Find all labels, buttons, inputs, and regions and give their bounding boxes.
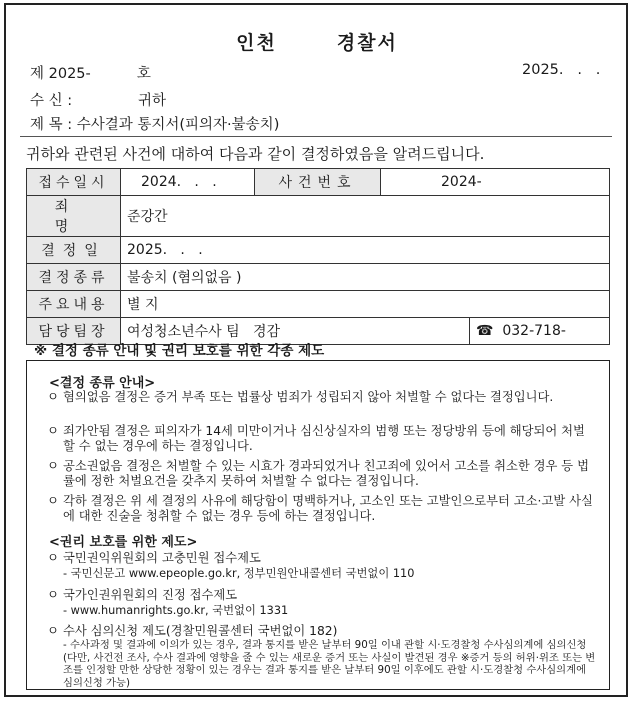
main-content-label: 주요내용 [27, 291, 121, 318]
guide-box [26, 360, 610, 690]
rights-item-detail: - 수사과정 및 결과에 이의가 있는 경우, 결과 통지를 받은 날부터 90일 이내 관할 시·도경찰청 수사심의계에 심의신청 (다만, 사건전 조사, 수사 결과에 영향을 줄 수 있는 새로운 증거 또는 사실이 발견된 경우 ※증거 등의 허위·위조 또는 변조를 인정할 만한 상당한 정황이 있는 경우는 결과 통지를 받은 날부터 90일 이후에도 관할 시·도경찰청 수사심의계에 심의신청 가능) [63, 639, 596, 689]
charge-value: 준강간 [121, 196, 610, 237]
list-item: ㅇ 국민권익위원회의 고충민원 접수제도 [47, 551, 261, 565]
document-number: 제 2025- 호 [30, 66, 151, 82]
receipt-date-value: 2024. . . [121, 169, 255, 196]
title-station-city: 인천 [236, 32, 277, 54]
document-date: 2025. . . [522, 62, 601, 78]
list-item: ㅇ 국가인권위원회의 진정 접수제도 [47, 588, 238, 602]
list-item: ㅇ 공소권없음 결정은 처벌할 수 있는 시효가 경과되었거나 친고죄에 있어서 고소를 취소한 경우 등 법률에 정한 처벌요건을 갖추지 못하여 처벌할 수 없다는 결정입니다. [47, 459, 589, 488]
list-item: ㅇ 수사 심의신청 제도(경찰민원콜센터 국번없이 182) [47, 624, 338, 638]
officer-value: 여성청소년수사 팀 경감 [121, 318, 470, 345]
phone-icon: ☎ [476, 323, 494, 339]
decision-guide-heading: <결정 종류 안내> [49, 376, 156, 391]
list-item: ㅇ 죄가안됨 결정은 피의자가 14세 미만이거나 심신상실자의 범행 또는 정당방위 등에 해당되어 처벌할 수 없는 경우에 하는 결정입니다. [47, 424, 585, 453]
case-number-value: 2024- [381, 169, 610, 196]
charge-label: 죄 명 [27, 196, 121, 237]
rights-item-detail: - www.humanrights.go.kr, 국번없이 1331 [63, 604, 289, 617]
officer-label: 담당팀장 [27, 318, 121, 345]
case-number-label: 사건번호 [255, 169, 381, 196]
list-item: ㅇ 혐의없음 결정은 증거 부족 또는 법률상 범죄가 성립되지 않아 처벌할 수 없다는 결정입니다. [47, 390, 554, 404]
table-row [27, 291, 610, 318]
decision-type-label: 결정종류 [27, 264, 121, 291]
phone-value: 032-718- [502, 323, 566, 339]
rights-heading: <권리 보호를 위한 제도> [49, 535, 198, 550]
page-title [0, 28, 634, 55]
title-station-name: 경찰서 [336, 32, 398, 54]
decision-date-label: 결정일 [27, 237, 121, 264]
header-divider [20, 136, 612, 137]
case-info-table [26, 168, 610, 345]
recipient-value: 귀하 [138, 93, 167, 109]
decision-type-value: 불송치 (혐의없음 ) [121, 264, 610, 291]
subject-line: 제 목 : 수사결과 통지서(피의자·불송치) [30, 117, 280, 133]
phone-cell [470, 318, 610, 345]
decision-date-value: 2025. . . [121, 237, 610, 264]
intro-text: 귀하와 관련된 사건에 대하여 다음과 같이 결정하였음을 알려드립니다. [26, 145, 485, 163]
receipt-date-label: 접수일시 [27, 169, 121, 196]
recipient-label: 수 신 : [30, 93, 73, 109]
list-item: ㅇ 각하 결정은 위 세 결정의 사유에 해당함이 명백하거나, 고소인 또는 고발인으로부터 고소·고발 사실에 대한 진술을 청취할 수 없는 경우 등에 하는 결정입니다. [47, 494, 593, 523]
notice-title: ※ 결정 종류 안내 및 권리 보호를 위한 각종 제도 [34, 343, 325, 359]
table-row [27, 196, 610, 237]
table-row [27, 169, 610, 196]
table-row [27, 264, 610, 291]
main-content-value: 별 지 [121, 291, 610, 318]
rights-item-detail: - 국민신문고 www.epeople.go.kr, 정부민원안내콜센터 국번없이 110 [63, 567, 415, 580]
table-row [27, 237, 610, 264]
